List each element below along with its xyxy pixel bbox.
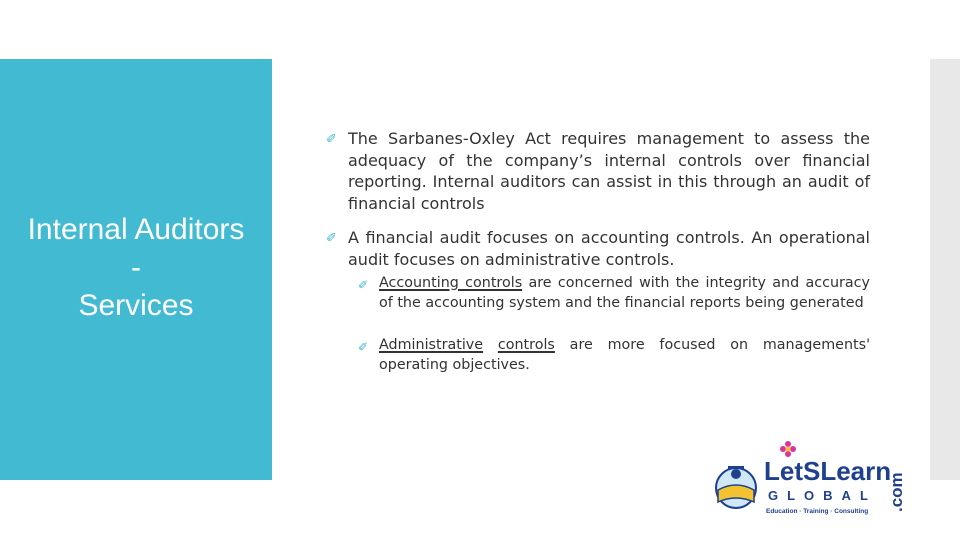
term-accounting-controls: Accounting controls: [379, 275, 523, 291]
quill-bullet-icon: ✐: [358, 278, 369, 292]
flower-icon: [780, 441, 796, 457]
letslearn-logo: [708, 440, 908, 520]
bullet-2: A financial audit focuses on accounting controls. An operational audit focuses on administrative controls.: [348, 228, 870, 269]
term-controls: controls: [497, 337, 555, 353]
title-line-2: -: [131, 251, 141, 284]
sub-bullet-1: [379, 274, 870, 313]
title-line-1: Internal Auditors: [27, 213, 245, 246]
mortarboard-icon: [728, 466, 744, 469]
logo-tagline: Education · Training · Consulting: [766, 508, 869, 515]
right-edge-strip: [930, 59, 960, 480]
slide-title: [0, 211, 272, 325]
graduate-head-icon: [731, 469, 741, 479]
sub-bullet-2-text: are more focused on managements' operating objectives.: [379, 337, 870, 373]
quill-bullet-icon: ✐: [326, 231, 337, 246]
logo-sub-text: GLOBAL: [768, 488, 877, 503]
logo-tld-text: .com: [887, 472, 906, 512]
bullet-1: The Sarbanes-Oxley Act requires management to assess the adequacy of the company’s internal controls over financial reporting. Internal auditors can assist in this through an audit of financial controls: [348, 129, 870, 213]
sub-bullet-2: [379, 336, 870, 375]
title-line-3: Services: [78, 289, 194, 322]
quill-bullet-icon: ✐: [326, 132, 337, 147]
quill-bullet-icon: ✐: [358, 340, 369, 354]
term-administrative: Administrative: [379, 337, 484, 353]
sub-bullet-1-text: are concerned with the integrity and accuracy of the accounting system and the financial reports being generated: [379, 275, 870, 311]
logo-graphic: [708, 440, 908, 520]
logo-brand-text: LetSLearn: [764, 456, 892, 486]
